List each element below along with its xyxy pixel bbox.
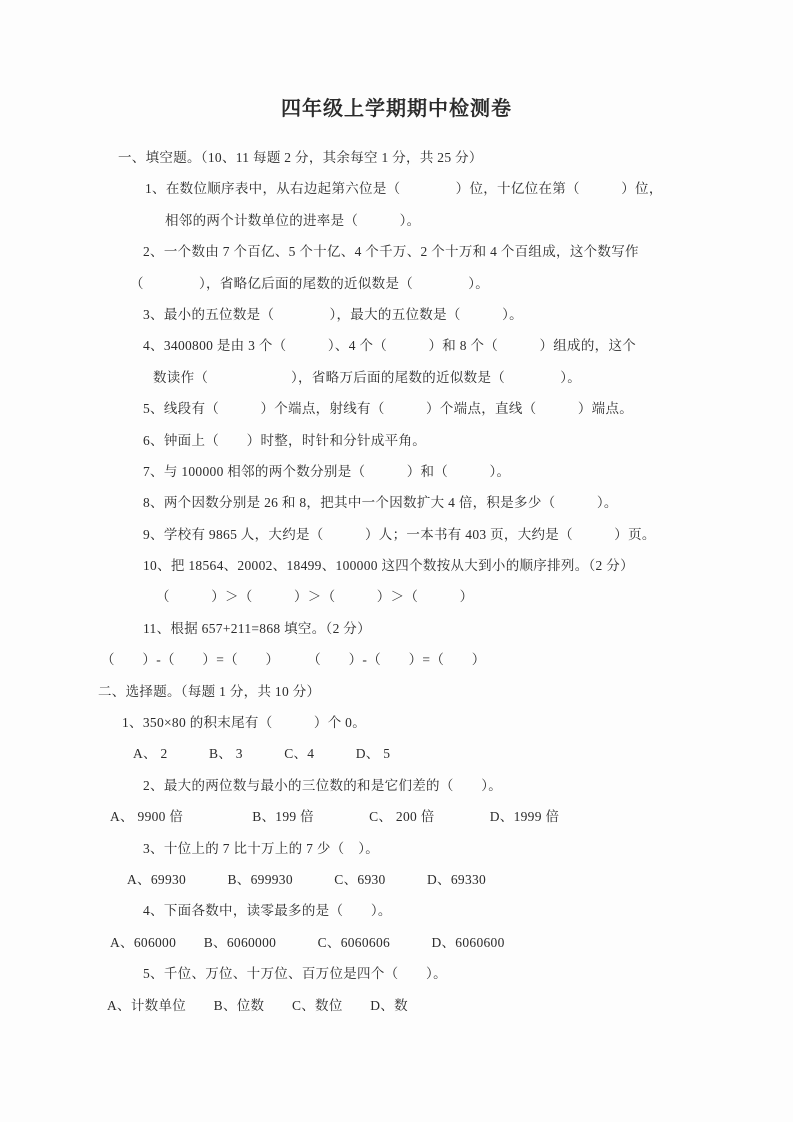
document-line: 8、两个因数分别是 26 和 8，把其中一个因数扩大 4 倍，积是多少（ ）。 bbox=[143, 495, 618, 511]
document-line: A、 9900 倍 B、199 倍 C、 200 倍 D、1999 倍 bbox=[110, 809, 560, 825]
document-line: 二、选择题。（每题 1 分，共 10 分） bbox=[98, 683, 321, 699]
document-line: 4、下面各数中，读零最多的是（ ）。 bbox=[143, 903, 392, 919]
document-line: 4、3400800 是由 3 个（ ）、4 个（ ）和 8 个（ ）组成的，这个 bbox=[143, 338, 637, 354]
document-line: 2、最大的两位数与最小的三位数的和是它们差的（ ）。 bbox=[143, 777, 503, 793]
document-line: 数读作（ ），省略万后面的尾数的近似数是（ ）。 bbox=[153, 369, 582, 385]
document-line: 一、填空题。（10、11 每题 2 分，其余每空 1 分，共 25 分） bbox=[118, 150, 483, 165]
document-line: 2、一个数由 7 个百亿、5 个十亿、4 个千万、2 个十万和 4 个百组成，这个数写作 bbox=[143, 244, 639, 260]
document-line: 11、根据 657+211=868 填空。（2 分） bbox=[143, 620, 371, 636]
document-line: （ ）-（ ）=（ ） （ ）-（ ）=（ ） bbox=[101, 652, 486, 668]
document-line: 10、把 18564、20002、18499、100000 这四个数按从大到小的顺序排列。（2 分） bbox=[143, 558, 634, 574]
document-line: 5、线段有（ ）个端点，射线有（ ）个端点，直线（ ）端点。 bbox=[143, 401, 634, 417]
document-line: A、计数单位 B、位数 C、数位 D、数 bbox=[107, 997, 408, 1013]
document-line: A、 2 B、 3 C、4 D、 5 bbox=[133, 746, 391, 762]
document-line: 1、350×80 的积末尾有（ ）个 0。 bbox=[122, 715, 367, 731]
document-line: 3、十位上的 7 比十万上的 7 少（ ）。 bbox=[143, 840, 380, 856]
document-line: 5、千位、万位、十万位、百万位是四个（ ）。 bbox=[143, 966, 447, 982]
document-line: （ ），省略亿后面的尾数的近似数是（ ）。 bbox=[130, 275, 490, 291]
document-body bbox=[98, 142, 757, 1021]
document-line: A、606000 B、6060000 C、6060606 D、6060600 bbox=[110, 934, 505, 950]
page-title: 四年级上学期期中检测卷 bbox=[281, 98, 512, 120]
document-line: 6、钟面上（ ）时整，时针和分针成平角。 bbox=[143, 432, 427, 448]
document-line: 3、最小的五位数是（ ），最大的五位数是（ ）。 bbox=[143, 306, 523, 322]
document-line: 7、与 100000 相邻的两个数分别是（ ）和（ ）。 bbox=[143, 463, 511, 479]
document-line: （ ）＞（ ）＞（ ）＞（ ） bbox=[156, 589, 474, 605]
document-line: 相邻的两个计数单位的进率是（ ）。 bbox=[165, 212, 421, 228]
document-line: 1、在数位顺序表中，从右边起第六位是（ ）位，十亿位在第（ ）位， bbox=[145, 181, 663, 197]
document-line: 9、学校有 9865 人，大约是（ ）人；一本书有 403 页，大约是（ ）页。 bbox=[143, 526, 656, 542]
document-line: A、69930 B、699930 C、6930 D、69330 bbox=[127, 871, 487, 887]
